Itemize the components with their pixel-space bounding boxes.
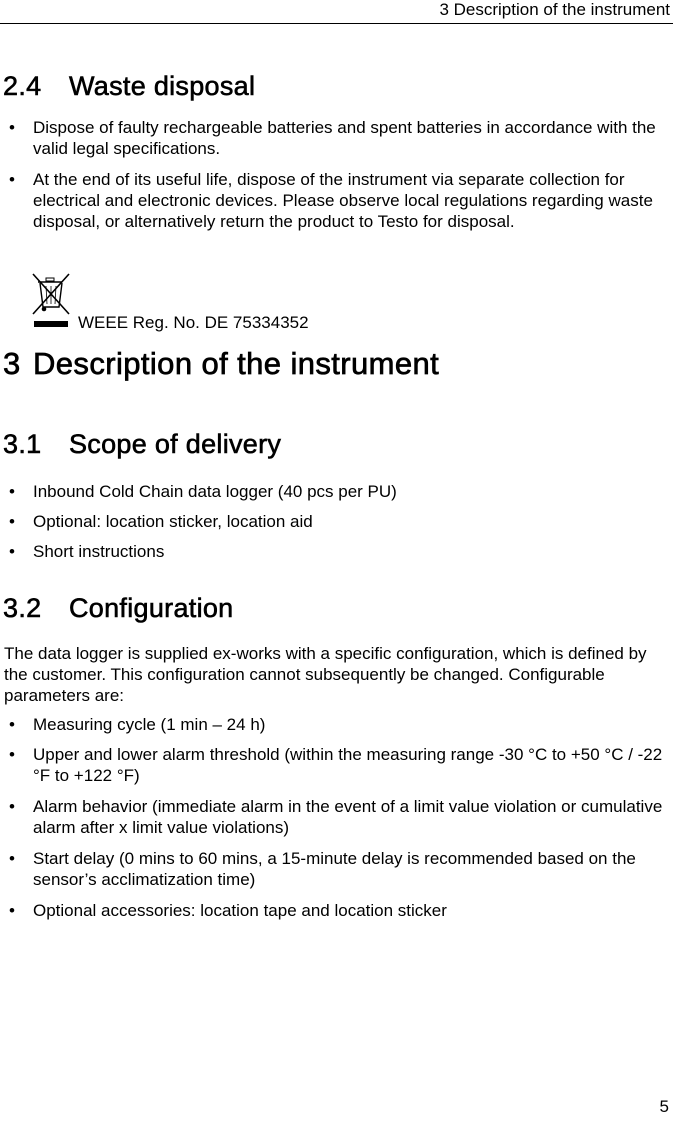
section-2-4-heading: [3, 70, 255, 102]
list-item-text: At the end of its useful life, dispose of the instrument via separate collection for electrical and electronic devices. Please observe local regulations regarding waste disposal, or alternatively return the product to Testo for disposal.: [33, 170, 653, 231]
list-item: [0, 511, 673, 532]
bullet-icon: •: [9, 482, 15, 501]
running-header: [0, 0, 673, 24]
running-header-title: 3 Description of the instrument: [439, 0, 670, 19]
configuration-intro: The data logger is supplied ex-works with a specific configuration, which is defined by the customer. This configuration cannot subsequently be changed. Configurable parameters are:: [4, 644, 647, 705]
bullet-icon: •: [9, 170, 15, 189]
list-item: [0, 117, 673, 159]
list-item: [0, 796, 673, 838]
list-item-text: Short instructions: [33, 542, 165, 561]
list-item: [0, 541, 673, 562]
section-3-2-heading: [3, 592, 234, 624]
section-number: 3.2: [3, 593, 42, 623]
section-title: Waste disposal: [69, 71, 256, 101]
chapter-title: Description of the instrument: [33, 346, 440, 381]
list-item: [0, 481, 673, 502]
bullet-icon: •: [9, 512, 15, 531]
configuration-parameters-list: [0, 714, 673, 921]
section-number: 2.4: [3, 71, 42, 101]
crossed-out-wheelie-bin-icon: [30, 270, 72, 332]
weee-registration-number: WEEE Reg. No. DE 75334352: [78, 313, 309, 332]
section-title: Configuration: [69, 593, 234, 623]
list-item: [0, 714, 673, 735]
list-item-text: Optional accessories: location tape and location sticker: [33, 901, 447, 920]
scope-of-delivery-list: [0, 481, 673, 562]
chapter-number: 3: [3, 346, 21, 381]
bullet-icon: •: [9, 542, 15, 561]
list-item-text: Start delay (0 mins to 60 mins, a 15-minute delay is recommended based on the sensor’s acclimatization time): [33, 849, 636, 889]
list-item: [0, 169, 673, 232]
bullet-icon: •: [9, 849, 15, 868]
page-number: 5: [659, 1097, 669, 1116]
section-number: 3.1: [3, 429, 42, 459]
waste-disposal-list: [0, 117, 673, 232]
list-item-text: Inbound Cold Chain data logger (40 pcs per PU): [33, 482, 397, 501]
weee-notice: [30, 270, 330, 330]
list-item-text: Alarm behavior (immediate alarm in the event of a limit value violation or cumulative alarm after x limit value violations): [33, 797, 663, 837]
chapter-3-heading: [3, 346, 439, 382]
bullet-icon: •: [9, 745, 15, 764]
bullet-icon: •: [9, 715, 15, 734]
section-3-1-heading: [3, 428, 281, 460]
list-item-text: Upper and lower alarm threshold (within the measuring range -30 °C to +50 °C / -22 °F to +122 °F): [33, 745, 663, 785]
list-item-text: Optional: location sticker, location aid: [33, 512, 313, 531]
list-item: [0, 900, 673, 921]
bullet-icon: •: [9, 797, 15, 816]
list-item-text: Measuring cycle (1 min – 24 h): [33, 715, 266, 734]
list-item: [0, 848, 673, 890]
section-title: Scope of delivery: [69, 429, 282, 459]
list-item: [0, 744, 673, 786]
bullet-icon: •: [9, 901, 15, 920]
bullet-icon: •: [9, 118, 15, 137]
list-item-text: Dispose of faulty rechargeable batteries and spent batteries in accordance with the valid legal specifications.: [33, 118, 656, 158]
